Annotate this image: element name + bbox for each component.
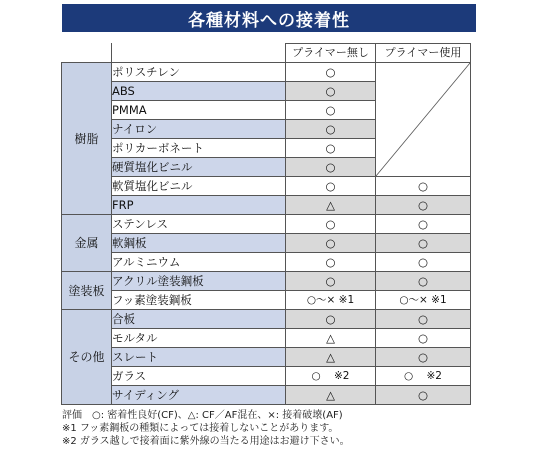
rating-with: ○〜× ※1	[376, 291, 471, 310]
material-name: FRP	[112, 196, 286, 215]
group-label-other: その他	[62, 310, 112, 405]
rating-without: ○	[286, 253, 376, 272]
table-row	[62, 177, 471, 196]
table-row	[62, 348, 471, 367]
material-name: スレート	[112, 348, 286, 367]
group-label-resin: 樹脂	[62, 63, 112, 215]
material-name: 合板	[112, 310, 286, 329]
material-name: 軟鋼板	[112, 234, 286, 253]
rating-without: ○	[286, 177, 376, 196]
rating-without: ○	[286, 234, 376, 253]
rating-without: ○	[286, 82, 376, 101]
rating-with: ○	[376, 348, 471, 367]
rating-without: △	[286, 329, 376, 348]
page-title: 各種材料への接着性	[62, 4, 476, 32]
header-blank-cell	[112, 44, 286, 63]
material-name: アクリル塗装鋼板	[112, 272, 286, 291]
material-name: サイディング	[112, 386, 286, 405]
rating-with: ○ ※2	[376, 367, 471, 386]
rating-without: ○	[286, 272, 376, 291]
rating-with: ○	[376, 196, 471, 215]
material-name: フッ素塗装鋼板	[112, 291, 286, 310]
not-applicable-diagonal-cell	[376, 63, 471, 177]
material-name: アルミニウム	[112, 253, 286, 272]
group-label-coated-plate: 塗装板	[62, 272, 112, 310]
rating-with: ○	[376, 272, 471, 291]
rating-without: ○	[286, 63, 376, 82]
rating-without: ○〜× ※1	[286, 291, 376, 310]
group-label-metal: 金属	[62, 215, 112, 272]
material-name: ABS	[112, 82, 286, 101]
rating-without: ○	[286, 310, 376, 329]
table-row	[62, 215, 471, 234]
material-name: 硬質塩化ビニル	[112, 158, 286, 177]
rating-without: ○	[286, 139, 376, 158]
material-name: ナイロン	[112, 120, 286, 139]
rating-with: ○	[376, 386, 471, 405]
material-name: ポリカーボネート	[112, 139, 286, 158]
footnote-1: ※1 フッ素鋼板の種類によっては接着しないことがあります。	[62, 423, 339, 434]
rating-without: △	[286, 386, 376, 405]
material-name: PMMA	[112, 101, 286, 120]
rating-without: ○	[286, 158, 376, 177]
material-name: ステンレス	[112, 215, 286, 234]
rating-with: ○	[376, 234, 471, 253]
table-row	[62, 291, 471, 310]
table-row	[62, 272, 471, 291]
table-row	[62, 329, 471, 348]
footnote-2: ※2 ガラス越しで接着面に紫外線の当たる用途はお避け下さい。	[62, 436, 350, 447]
rating-without: ○	[286, 101, 376, 120]
diagonal-line-icon	[376, 63, 470, 176]
rating-with: ○	[376, 253, 471, 272]
table-row	[62, 63, 471, 82]
rating-without: ○	[286, 120, 376, 139]
material-name: モルタル	[112, 329, 286, 348]
table-row	[62, 234, 471, 253]
table-row	[62, 386, 471, 405]
rating-with: ○	[376, 329, 471, 348]
rating-legend: 評価 ○: 密着性良好(CF)、△: CF／AF混在、×: 接着破壊(AF)	[62, 410, 343, 421]
col-header-with-primer: プライマー使用	[376, 44, 471, 63]
material-name: ポリスチレン	[112, 63, 286, 82]
material-name: ガラス	[112, 367, 286, 386]
rating-without: △	[286, 196, 376, 215]
rating-with: ○	[376, 215, 471, 234]
table-row	[62, 253, 471, 272]
adhesion-table	[61, 43, 471, 405]
table-row	[62, 196, 471, 215]
header-row	[62, 44, 471, 63]
table-row	[62, 310, 471, 329]
rating-without: △	[286, 348, 376, 367]
header-blank-cell	[62, 44, 112, 63]
footnotes	[62, 409, 532, 448]
rating-without: ○	[286, 215, 376, 234]
rating-without: ○ ※2	[286, 367, 376, 386]
col-header-without-primer: プライマー無し	[286, 44, 376, 63]
material-name: 軟質塩化ビニル	[112, 177, 286, 196]
rating-with: ○	[376, 177, 471, 196]
rating-with: ○	[376, 310, 471, 329]
table-row	[62, 367, 471, 386]
